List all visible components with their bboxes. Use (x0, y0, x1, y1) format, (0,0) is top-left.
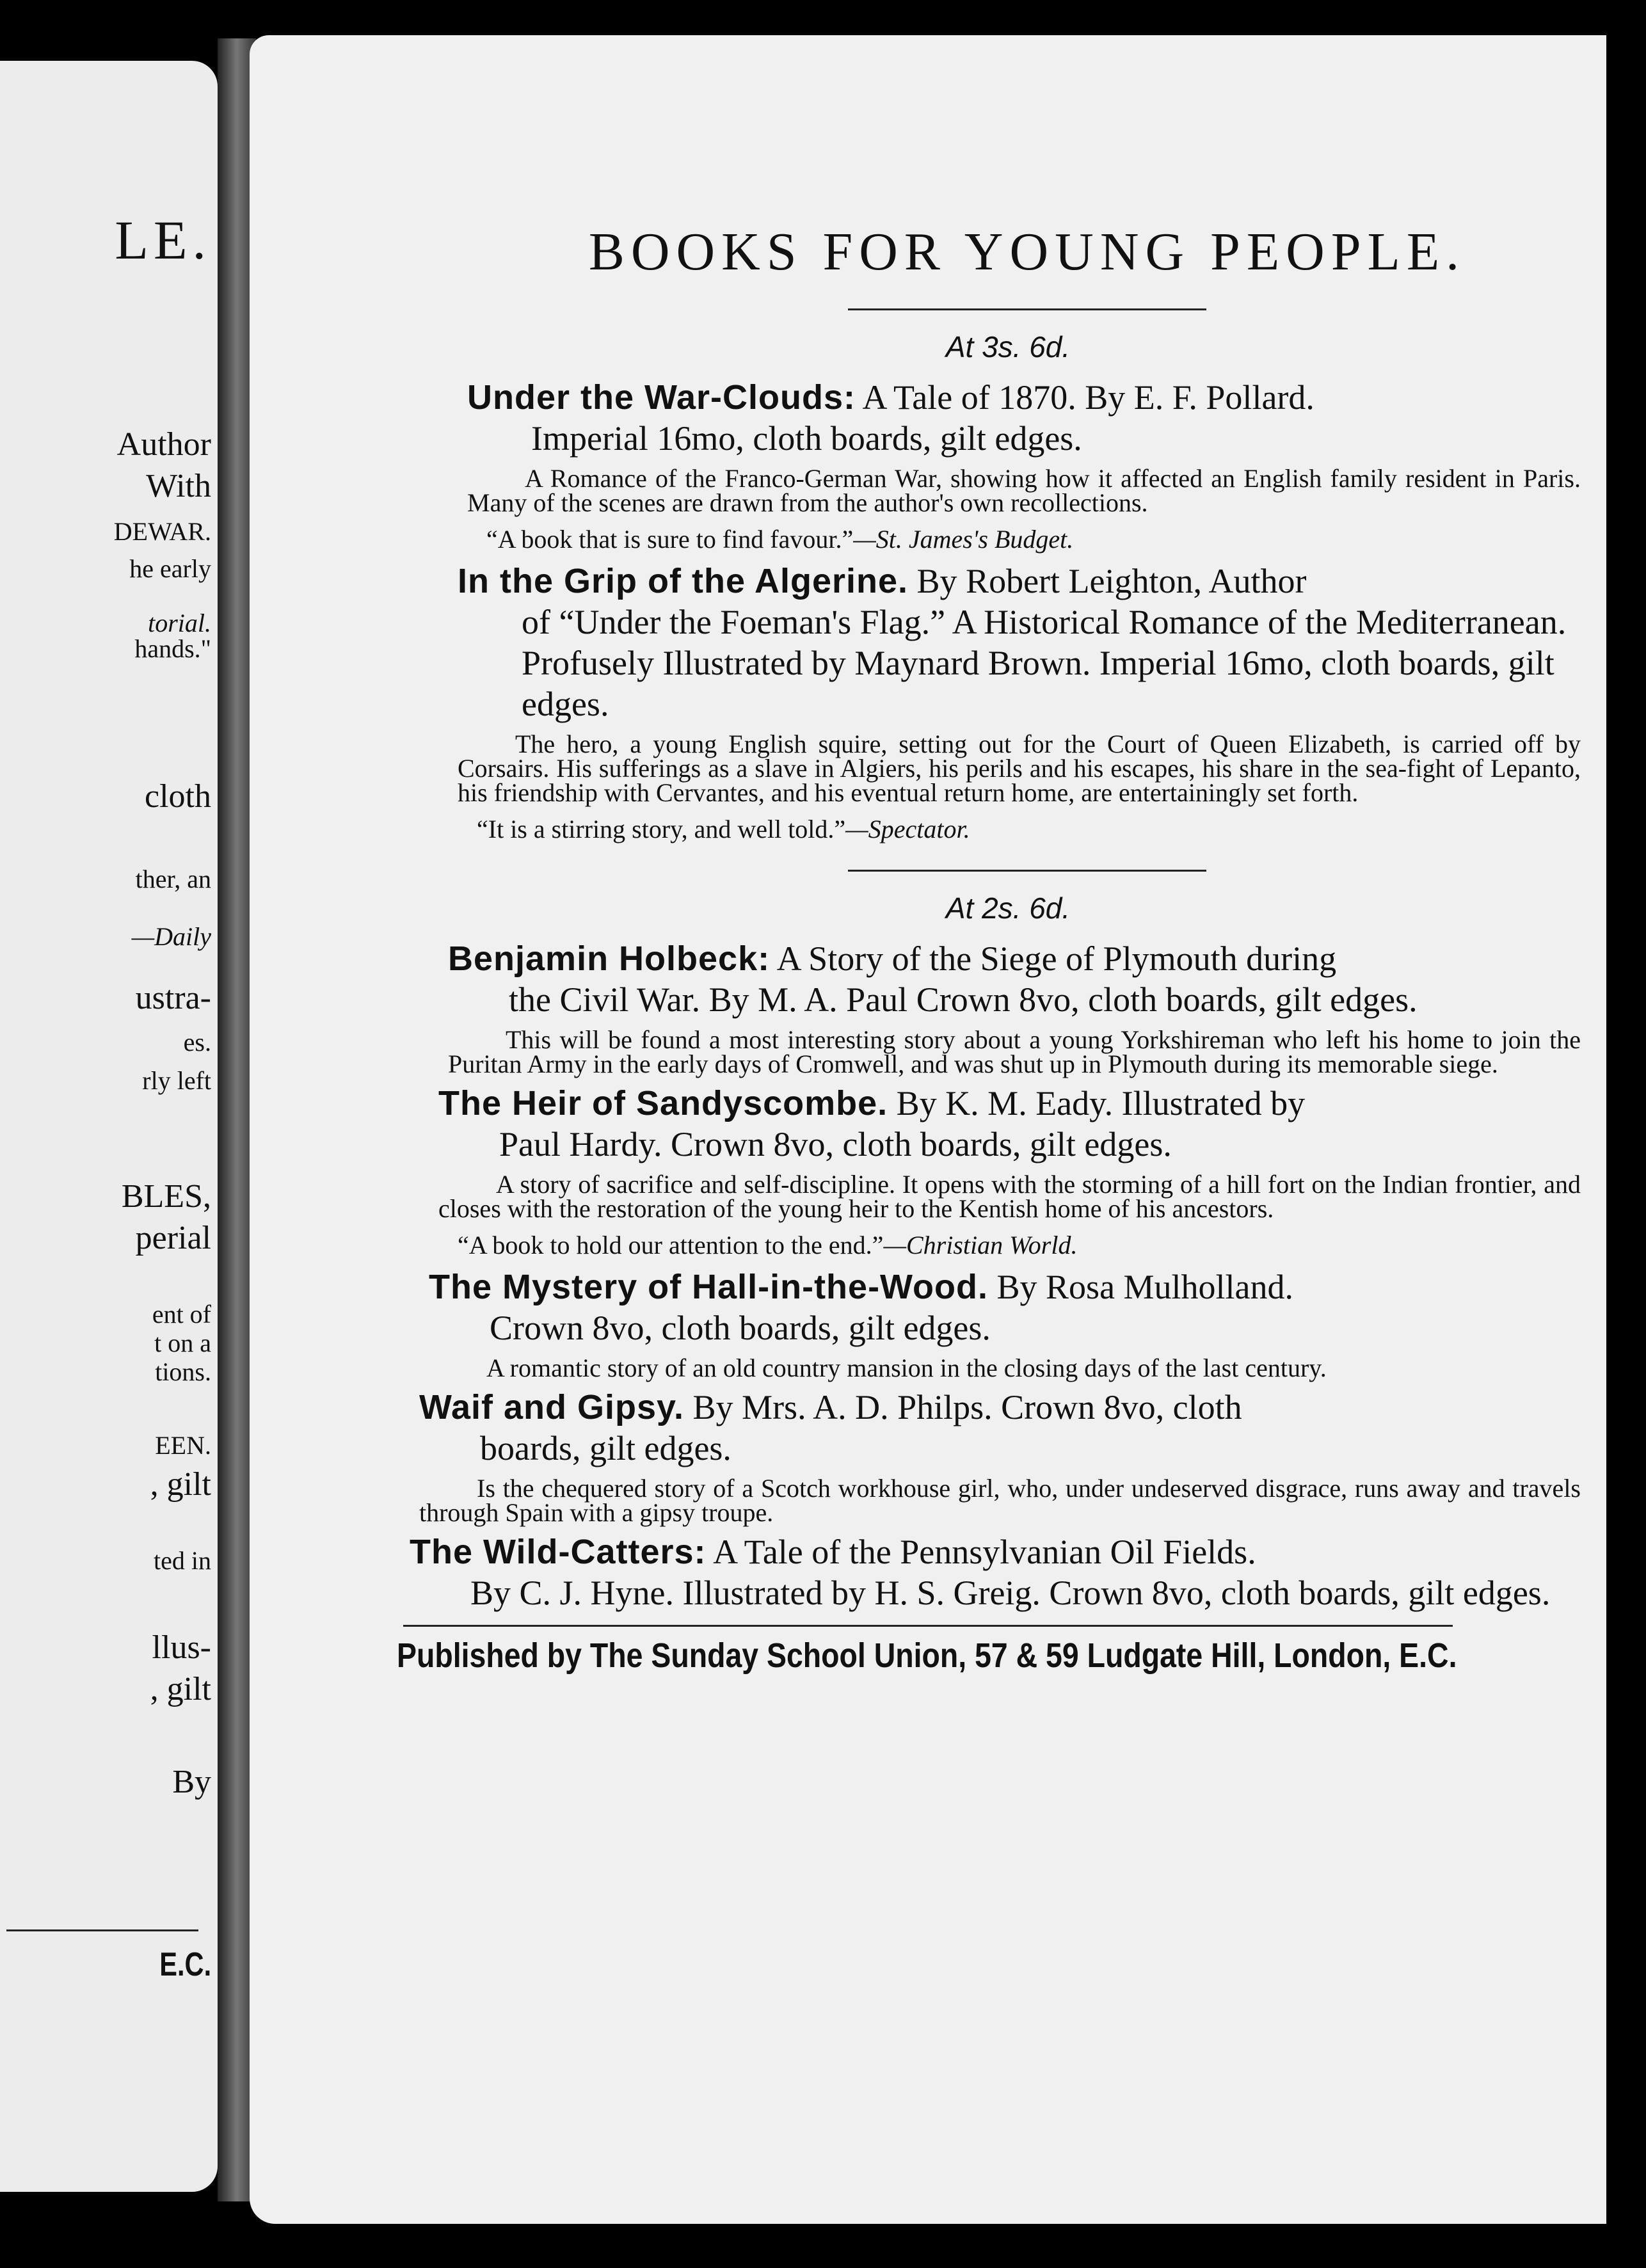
book-details: of “Under the Foeman's Flag.” A Historical Romance of the Mediterranean. Profusely Illustrated by Maynard Brown. Imperial 16mo, cloth boards, gilt edges. (522, 603, 1567, 723)
book-title: Under the War-Clouds: (467, 378, 856, 417)
left-fragment: tions. (155, 1357, 211, 1386)
left-fragment: ted in (154, 1546, 211, 1575)
book-subtitle-author: By Mrs. A. D. Philps. Crown 8vo, cloth (692, 1388, 1242, 1426)
left-divider (6, 1929, 198, 1931)
right-page (250, 35, 1606, 2224)
book-description: A story of sacrifice and self-discipline. It opens with the storming of a hill fort on the Indian frontier, and closes with the restoration of the young heir to the Kentish home of his ancestors. (438, 1170, 1581, 1223)
left-fragment: , gilt (150, 1671, 211, 1707)
left-fragment: ther, an (135, 865, 211, 893)
entry-heading (429, 1266, 1581, 1348)
left-fragment: perial (135, 1220, 211, 1256)
book-title: Waif and Gipsy. (419, 1388, 685, 1426)
entry-heading (419, 1387, 1581, 1469)
book-description: The hero, a young English squire, setting out for the Court of Queen Elizabeth, is carried off by Corsairs. His sufferings as a slave in Algiers, his perils and his escapes, his share in the sea-fight of Lepanto, his friendship with Cervantes, and his eventual return home, are entertainingly set forth. (458, 730, 1581, 807)
book-description: A Romance of the Franco-German War, showing how it affected an English family resident in Paris. Many of the scenes are drawn from the author's own recollections. (467, 464, 1581, 517)
left-fragment: By (172, 1764, 211, 1800)
book-entry (458, 561, 1581, 844)
quote-source: —Spectator. (845, 815, 970, 843)
quote-text: “A book to hold our attention to the end.” (458, 1231, 884, 1259)
book-entry (438, 1083, 1581, 1260)
title-divider (848, 308, 1206, 310)
book-title: The Heir of Sandyscombe. (438, 1084, 888, 1122)
left-fragment: —Daily (131, 922, 211, 951)
book-subtitle-author: By Robert Leighton, Author (916, 562, 1307, 600)
book-entry (448, 938, 1581, 1076)
left-fragment: cloth (145, 778, 211, 815)
page-content (397, 221, 1581, 2166)
book-details: boards, gilt edges. (480, 1429, 731, 1467)
book-description: A romantic story of an old country mansion in the closing days of the last century. (486, 1354, 1327, 1382)
book-entry (429, 1266, 1581, 1380)
book-entry (467, 377, 1581, 554)
price-heading: At 3s. 6d. (945, 330, 1071, 363)
review-quote (458, 1230, 1581, 1260)
left-fragment: torial. (148, 609, 211, 637)
publisher-imprint: Published by The Sunday School Union, 57 & 59 Ludgate Hill, London, E.C. (397, 1636, 1457, 1675)
left-fragment: DEWAR. (113, 517, 211, 546)
left-fragment: E.C. (159, 1946, 211, 1983)
entry-heading (410, 1531, 1581, 1613)
quote-source: —St. James's Budget. (853, 525, 1074, 554)
left-fragment: hands." (134, 634, 211, 663)
book-title: The Wild-Catters: (410, 1533, 707, 1571)
book-description: This will be found a most interesting story about a young Yorkshireman who left his home to join the Puritan Army in the early days of Cromwell, and was shut up in Plymouth during its memorable siege. (448, 1025, 1581, 1078)
price-heading: At 2s. 6d. (945, 891, 1071, 925)
left-fragment: EEN. (155, 1431, 211, 1460)
book-description: Is the chequered story of a Scotch workhouse girl, who, under undeserved disgrace, runs away and travels through Spain with a gipsy troupe. (419, 1474, 1581, 1527)
section-divider (848, 870, 1206, 872)
review-quote (477, 814, 1581, 844)
book-title: In the Grip of the Algerine. (458, 562, 909, 600)
left-fragment: LE. (115, 209, 211, 271)
book-subtitle-author: A Tale of the Pennsylvanian Oil Fields. (713, 1533, 1256, 1571)
left-fragment: BLES, (121, 1178, 211, 1215)
book-details: Crown 8vo, cloth boards, gilt edges. (490, 1309, 991, 1347)
left-fragment: ustra- (135, 980, 211, 1016)
left-fragment: rly left (142, 1066, 211, 1095)
book-entry (410, 1531, 1581, 1613)
footer-divider (403, 1625, 1453, 1627)
left-fragment: , gilt (150, 1466, 211, 1503)
quote-text: “It is a stirring story, and well told.” (477, 815, 846, 843)
left-fragment: es. (183, 1028, 211, 1057)
review-quote (486, 524, 1581, 554)
left-fragment: With (146, 468, 211, 504)
entry-heading (458, 561, 1581, 724)
entry-heading (438, 1083, 1581, 1165)
book-entry (419, 1387, 1581, 1525)
book-details: Paul Hardy. Crown 8vo, cloth boards, gilt edges. (499, 1125, 1172, 1163)
entry-heading (448, 938, 1581, 1020)
quote-text: “A book that is sure to find favour.” (486, 525, 854, 554)
book-subtitle-author: By K. M. Eady. Illustrated by (896, 1084, 1306, 1122)
book-details: the Civil War. By M. A. Paul Crown 8vo, cloth boards, gilt edges. (509, 980, 1418, 1019)
book-title: The Mystery of Hall-in-the-Wood. (429, 1268, 989, 1306)
book-subtitle-author: By Rosa Mulholland. (996, 1268, 1294, 1306)
book-details: By C. J. Hyne. Illustrated by H. S. Greig. Crown 8vo, cloth boards, gilt edges. (470, 1574, 1551, 1612)
book-subtitle-author: A Story of the Siege of Plymouth during (776, 939, 1337, 978)
left-fragment: he early (129, 554, 211, 583)
left-page-fragment (0, 61, 218, 2192)
left-fragment: llus- (152, 1629, 211, 1666)
book-details: Imperial 16mo, cloth boards, gilt edges. (531, 419, 1082, 458)
book-subtitle-author: A Tale of 1870. By E. F. Pollard. (862, 378, 1314, 417)
book-title: Benjamin Holbeck: (448, 939, 771, 978)
left-fragment: t on a (154, 1329, 211, 1357)
quote-source: —Christian World. (883, 1231, 1078, 1259)
left-fragment: Author (116, 426, 211, 463)
left-fragment: ent of (152, 1300, 211, 1329)
entry-heading (467, 377, 1581, 459)
page-title: BOOKS FOR YOUNG PEOPLE. (588, 222, 1466, 282)
